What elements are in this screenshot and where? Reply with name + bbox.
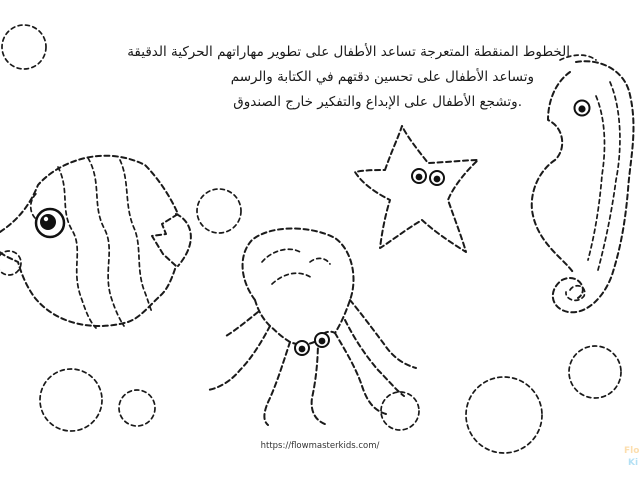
instruction-line-1: الخطوط المنقطة المتعرجة تساعد الأطفال على تطوير مهاراتهم الحركية الدقيقة (127, 44, 570, 60)
brand-watermark-logo (598, 446, 640, 480)
octopus-figure (208, 228, 416, 425)
instruction-text (60, 40, 580, 115)
source-url: https://flowmasterkids.com/ (260, 441, 380, 451)
fish-figure (0, 156, 191, 328)
starfish-figure (355, 126, 478, 252)
instruction-line-3: .وتشجع الأطفال على الإبداع والتفكير خارج الصندوق (233, 94, 522, 110)
watermark-part-2: Ki (628, 458, 639, 468)
instruction-line-2: وتساعد الأطفال على تحسين دقتهم في الكتابة والرسم (230, 69, 534, 85)
watermark-part-1: Flo (624, 446, 640, 456)
